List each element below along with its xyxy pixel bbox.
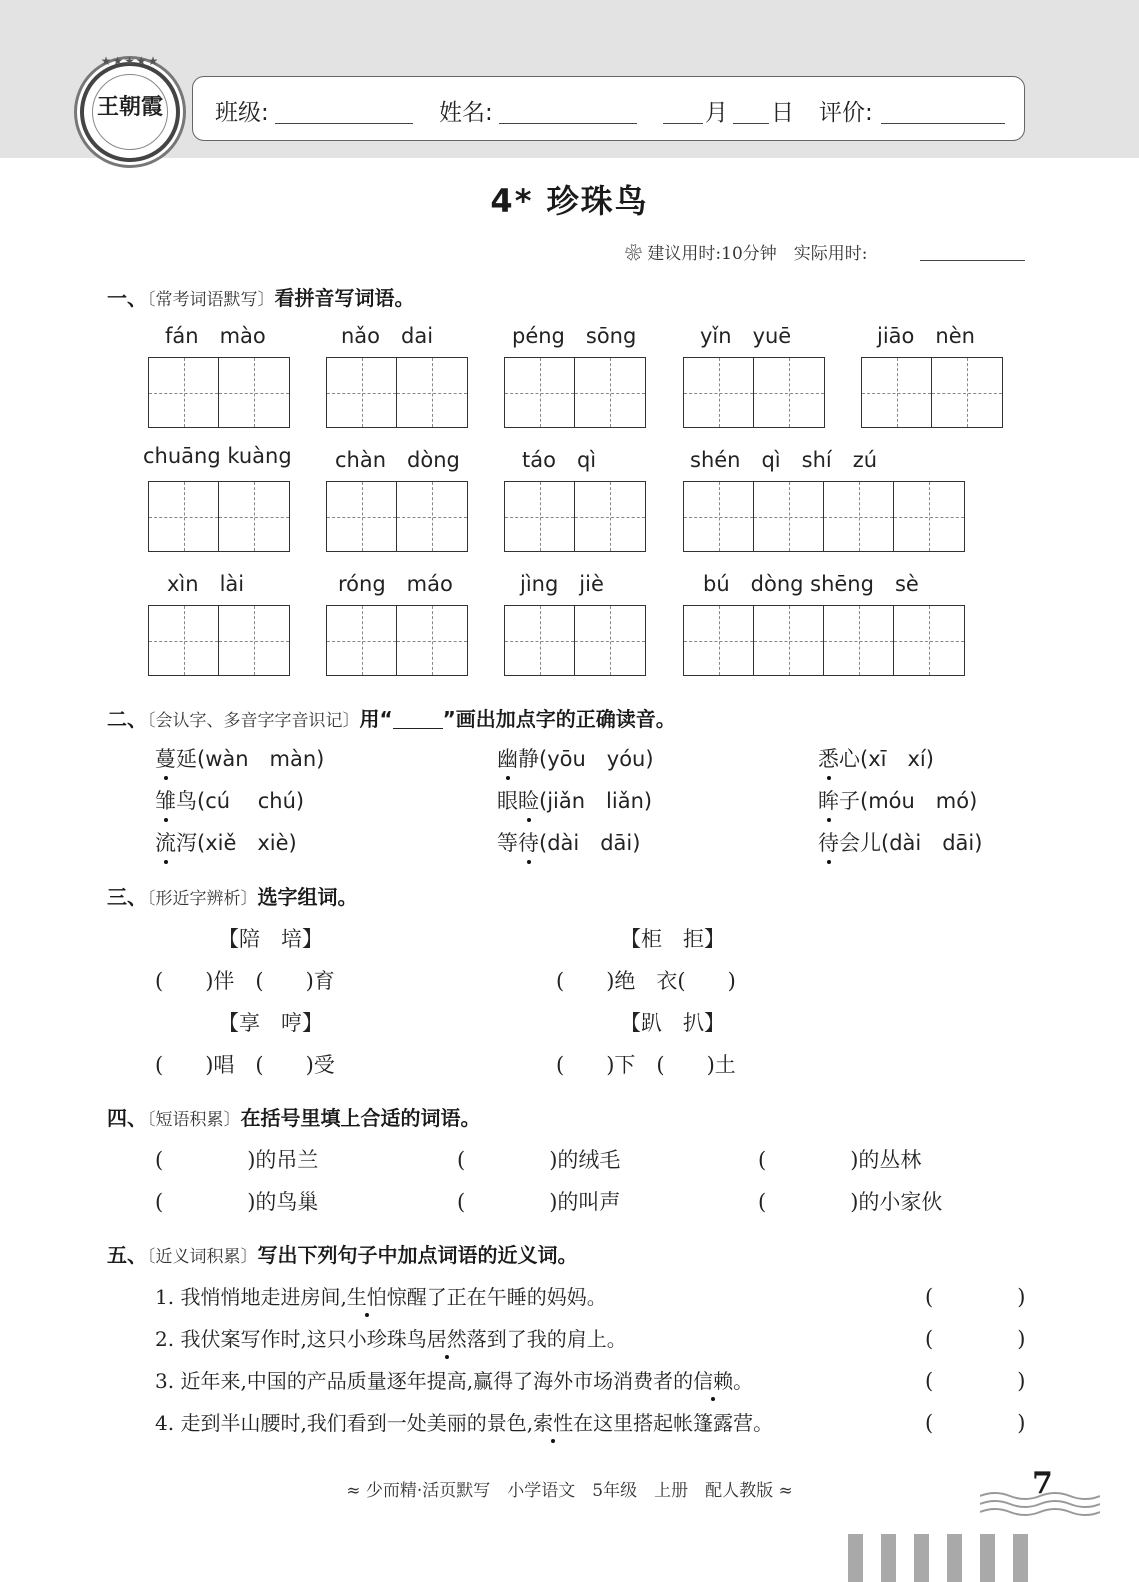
section-5-tag: 〔近义词积累〕 <box>147 1247 258 1267</box>
edge-bar <box>914 1534 929 1582</box>
section-1-heading <box>107 282 415 311</box>
section-4-instruction: 在括号里填上合适的词语。 <box>240 1106 481 1130</box>
page-number: 7 <box>1032 1466 1053 1501</box>
month-field[interactable] <box>663 123 703 124</box>
sentence-text: 。 <box>733 1369 754 1393</box>
edge-bar <box>980 1534 995 1582</box>
edge-bar <box>881 1534 896 1582</box>
name-field[interactable] <box>499 123 637 124</box>
student-info-box <box>192 76 1025 141</box>
dotted-word: 居然 <box>427 1323 467 1352</box>
reading-options: (dài dāi) <box>539 831 641 855</box>
sentence-item <box>155 1323 627 1352</box>
dotted-char: 流 <box>155 827 176 857</box>
char-group-blanks[interactable]: ( )唱 ( )受 <box>155 1053 335 1077</box>
writing-grid[interactable] <box>148 357 290 428</box>
char-rest: 静 <box>518 747 539 771</box>
writing-grid[interactable] <box>326 605 468 676</box>
char-rest: 鸟 <box>176 789 197 813</box>
reading-options: (jiǎn liǎn) <box>539 789 653 813</box>
char-group-blanks[interactable]: ( )绝 衣( ) <box>556 969 736 993</box>
section-4-number: 四、 <box>107 1106 147 1130</box>
section-2-number: 二、 <box>107 707 147 731</box>
writing-grid[interactable] <box>683 605 965 676</box>
pinyin-r3-1: xìn lài <box>167 572 245 596</box>
dotted-char: 眸 <box>818 785 839 815</box>
sentence-text: 在这里搭起帐篷露营。 <box>573 1411 774 1435</box>
pinyin-r2-2: chàn dòng <box>335 448 460 472</box>
writing-grid[interactable] <box>683 481 965 552</box>
synonym-blank[interactable]: ( ) <box>925 1411 1026 1435</box>
section-5-number: 五、 <box>107 1243 147 1267</box>
sentence-text: 落到了我的肩上。 <box>466 1327 627 1351</box>
pinyin-r1-5: jiāo nèn <box>877 324 975 348</box>
actual-time-field[interactable] <box>920 260 1025 261</box>
reading-options: (yōu yóu) <box>539 747 654 771</box>
name-label: 姓名: <box>439 100 493 126</box>
dotted-char: 蔓 <box>155 743 176 773</box>
char-group-label: 【趴 扒】 <box>620 1011 725 1035</box>
footer-text: ≈ 少而精·活页默写 小学语文 5年级 上册 配人教版 ≈ <box>346 1481 793 1501</box>
month-label: 月 <box>705 100 728 126</box>
reading-item[interactable] <box>497 827 640 857</box>
day-field[interactable] <box>733 123 769 124</box>
sentence-text: 2. 我伏案写作时,这只小珍珠鸟 <box>155 1327 427 1351</box>
underline-sample <box>393 728 443 729</box>
edge-bar <box>848 1534 863 1582</box>
phrase-blank[interactable]: ( )的绒毛 <box>457 1148 621 1172</box>
char-rest: 会儿 <box>839 831 881 855</box>
reading-item[interactable] <box>155 785 304 815</box>
section-5-instruction: 写出下列句子中加点词语的近义词。 <box>257 1243 578 1267</box>
writing-grid[interactable] <box>148 481 290 552</box>
phrase-blank[interactable]: ( )的丛林 <box>758 1148 922 1172</box>
logo-stars: ★★★★★ <box>100 54 160 68</box>
eval-field[interactable] <box>881 123 1005 124</box>
pinyin-r1-1: fán mào <box>165 324 266 348</box>
eval-label: 评价: <box>819 100 873 126</box>
class-label: 班级: <box>215 100 269 126</box>
logo-text: 王朝霞 <box>96 94 163 120</box>
synonym-blank[interactable]: ( ) <box>925 1369 1026 1393</box>
section-1-tag: 〔常考词语默写〕 <box>147 290 275 310</box>
class-field[interactable] <box>275 123 413 124</box>
dotted-char: 睑 <box>518 785 539 815</box>
reading-options: (dài dāi) <box>881 831 983 855</box>
reading-item[interactable] <box>818 743 934 773</box>
char-group-label: 【享 哼】 <box>218 1011 323 1035</box>
pinyin-r2-3: táo qì <box>522 448 597 472</box>
sentence-text: 4. 走到半山腰时,我们看到一处美丽的景色, <box>155 1411 534 1435</box>
clock-icon: ❀ <box>625 244 642 264</box>
char-group-label: 【柜 拒】 <box>620 927 725 951</box>
reading-options: (móu mó) <box>860 789 978 813</box>
dotted-char: 待 <box>518 827 539 857</box>
char-pre: 眼 <box>497 789 518 813</box>
phrase-blank[interactable]: ( )的鸟巢 <box>155 1190 319 1214</box>
sentence-text: 1. 我悄悄地走进房间, <box>155 1285 347 1309</box>
pinyin-r2-4: shén qì shí zú <box>690 448 878 472</box>
sentence-text: 3. 近年来,中国的产品质量逐年提高,赢得了海外市场消费者的 <box>155 1369 694 1393</box>
section-5-heading <box>107 1239 578 1268</box>
reading-options: (xī xí) <box>860 747 934 771</box>
section-2-tag: 〔会认字、多音字字音识记〕 <box>147 711 360 731</box>
dotted-word: 索性 <box>533 1407 573 1436</box>
phrase-blank[interactable]: ( )的吊兰 <box>155 1148 319 1172</box>
writing-grid[interactable] <box>683 357 825 428</box>
section-4-tag: 〔短语积累〕 <box>147 1110 241 1130</box>
char-group-label: 【陪 培】 <box>218 927 323 951</box>
writing-grid[interactable] <box>504 481 646 552</box>
writing-grid[interactable] <box>504 605 646 676</box>
writing-grid[interactable] <box>148 605 290 676</box>
section-2-instruction-a: 用“ <box>359 707 393 731</box>
reading-item[interactable] <box>818 785 977 815</box>
sentence-item <box>155 1281 607 1310</box>
writing-grid[interactable] <box>326 357 468 428</box>
dotted-word: 信赖 <box>693 1365 733 1394</box>
dotted-word: 生怕 <box>347 1281 387 1310</box>
char-rest: 泻 <box>176 831 197 855</box>
reading-item[interactable] <box>155 743 324 773</box>
sentence-item <box>155 1407 773 1436</box>
pinyin-r1-2: nǎo dai <box>341 324 434 348</box>
pinyin-r1-4: yǐn yuē <box>700 324 792 348</box>
section-3-number: 三、 <box>107 885 147 909</box>
writing-grid[interactable] <box>504 357 646 428</box>
char-rest: 延 <box>176 747 197 771</box>
pinyin-r1-3: péng sōng <box>512 324 637 348</box>
dotted-char: 悉 <box>818 743 839 773</box>
edge-bar <box>947 1534 962 1582</box>
pinyin-r3-2: róng máo <box>338 572 453 596</box>
section-2-instruction-b: ”画出加点字的正确读音。 <box>442 707 676 731</box>
section-1-instruction: 看拼音写词语。 <box>274 286 415 310</box>
time-hint-text: 建议用时:10分钟 实际用时: <box>647 244 868 264</box>
phrase-blank[interactable]: ( )的叫声 <box>457 1190 621 1214</box>
reading-options: (wàn màn) <box>197 747 325 771</box>
edge-bar <box>1013 1534 1028 1582</box>
section-3-tag: 〔形近字辨析〕 <box>147 889 258 909</box>
time-hint <box>625 239 868 264</box>
char-group-blanks[interactable]: ( )下 ( )土 <box>556 1053 736 1077</box>
sentence-text: 惊醒了正在午睡的妈妈。 <box>386 1285 607 1309</box>
phrase-blank[interactable]: ( )的小家伙 <box>758 1190 943 1214</box>
reading-item[interactable] <box>155 827 297 857</box>
section-3-heading <box>107 881 358 910</box>
dotted-char: 幽 <box>497 743 518 773</box>
reading-options: (cú chú) <box>197 789 305 813</box>
reading-item[interactable] <box>818 827 982 857</box>
page-title: 4* 珍珠鸟 <box>490 182 649 220</box>
section-3-instruction: 选字组词。 <box>257 885 358 909</box>
pinyin-r3-4: bú dòng shēng sè <box>703 572 919 596</box>
synonym-blank[interactable]: ( ) <box>925 1285 1026 1309</box>
dotted-char: 待 <box>818 827 839 857</box>
reading-item[interactable] <box>497 743 654 773</box>
char-rest: 心 <box>839 747 860 771</box>
writing-grid[interactable] <box>861 357 1003 428</box>
day-label: 日 <box>771 100 794 126</box>
char-rest: 子 <box>839 789 860 813</box>
section-2-heading <box>107 703 676 732</box>
char-pre: 等 <box>497 831 518 855</box>
pinyin-r2-1: chuāng kuàng <box>143 444 292 468</box>
char-group-blanks[interactable]: ( )伴 ( )育 <box>155 969 335 993</box>
reading-options: (xiě xiè) <box>197 831 297 855</box>
sentence-item <box>155 1365 753 1394</box>
wave-decoration <box>980 1488 1100 1518</box>
synonym-blank[interactable]: ( ) <box>925 1327 1026 1351</box>
pinyin-r3-3: jìng jiè <box>520 572 604 596</box>
section-1-number: 一、 <box>107 286 147 310</box>
dotted-char: 雏 <box>155 785 176 815</box>
logo <box>80 54 180 162</box>
writing-grid[interactable] <box>326 481 468 552</box>
reading-item[interactable] <box>497 785 652 815</box>
section-4-heading <box>107 1102 481 1131</box>
